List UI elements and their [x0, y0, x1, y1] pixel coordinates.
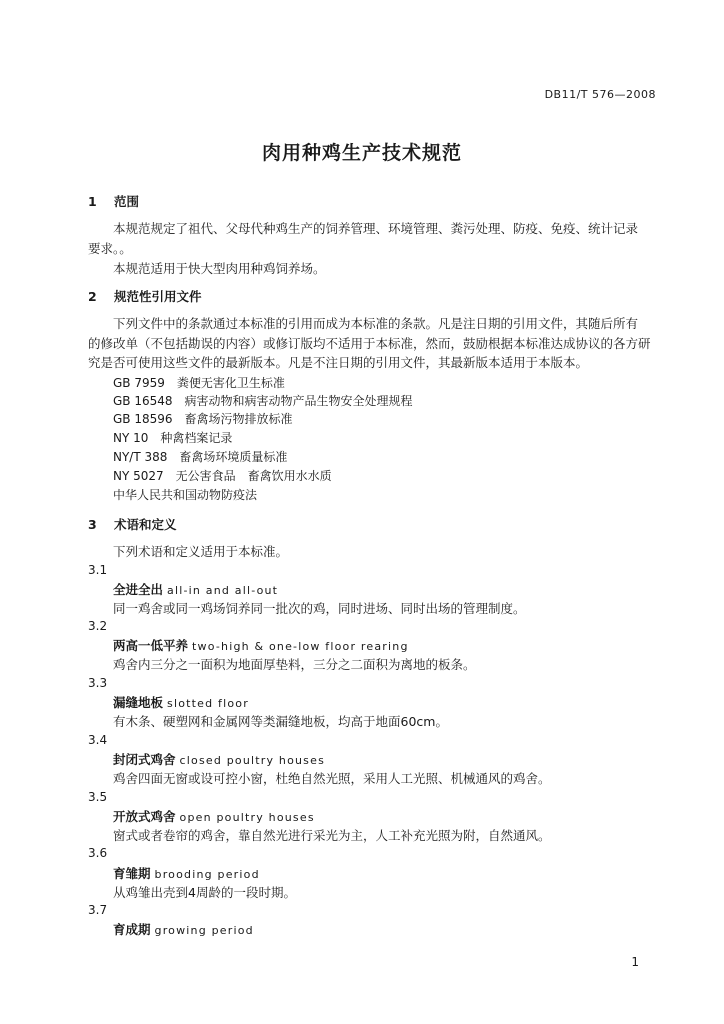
term-entry — [113, 636, 409, 654]
section-number: 2 — [88, 289, 97, 304]
paragraph-line: 下列术语和定义适用于本标准。 — [113, 544, 289, 559]
term-cn: 开放式鸡舍 — [113, 809, 176, 824]
term-en: closed poultry houses — [179, 754, 326, 767]
section-1-heading — [88, 192, 139, 210]
paragraph-line: 本规范适用于快大型肉用种鸡饲养场。 — [113, 261, 326, 276]
term-entry — [113, 864, 260, 882]
document-title: 肉用种鸡生产技术规范 — [261, 142, 462, 164]
page-number: 1 — [631, 955, 639, 969]
term-number: 3.7 — [88, 903, 108, 917]
term-cn: 育成期 — [113, 922, 151, 937]
term-number: 3.3 — [88, 676, 108, 690]
term-en: all-in and all-out — [167, 584, 279, 597]
paragraph-line: 究是否可使用这些文件的最新版本。凡是不注日期的引用文件，其最新版本适用于本版本。 — [88, 355, 589, 370]
standard-number: DB11/T 576—2008 — [544, 88, 656, 101]
paragraph-line: 下列文件中的条款通过本标准的引用而成为本标准的条款。凡是注日期的引用文件，其随后所有 — [113, 316, 639, 331]
reference-item: GB 7959 粪便无害化卫生标准 — [113, 376, 285, 390]
section-3-heading — [88, 515, 177, 533]
term-cn: 两高一低平养 — [113, 638, 189, 653]
term-en: brooding period — [154, 868, 260, 881]
term-cn: 全进全出 — [113, 582, 164, 597]
reference-item: 中华人民共和国动物防疫法 — [113, 488, 258, 502]
reference-item: NY 10 种禽档案记录 — [113, 431, 233, 445]
reference-item: NY/T 388 畜禽场环境质量标准 — [113, 450, 288, 464]
term-definition: 鸡舍内三分之一面积为地面厚垫料，三分之二面积为离地的板条。 — [113, 657, 476, 672]
term-definition: 窗式或者卷帘的鸡舍，靠自然光进行采光为主，人工补充光照为附，自然通风。 — [113, 828, 551, 843]
term-definition: 有木条、硬塑网和金属网等类漏缝地板，均高于地面60cm。 — [113, 714, 448, 729]
term-number: 3.5 — [88, 790, 108, 804]
term-number: 3.4 — [88, 733, 108, 747]
term-number: 3.1 — [88, 563, 108, 577]
reference-item: GB 16548 病害动物和病害动物产品生物安全处理规程 — [113, 394, 413, 408]
term-en: two-high & one-low floor rearing — [192, 640, 409, 653]
term-entry — [113, 580, 278, 598]
paragraph-line: 本规范规定了祖代、父母代种鸡生产的饲养管理、环境管理、粪污处理、防疫、免疫、统计记录 — [113, 221, 639, 236]
term-entry — [113, 807, 315, 825]
section-2-heading — [88, 287, 202, 305]
section-title: 术语和定义 — [114, 517, 177, 532]
term-entry — [113, 750, 325, 768]
section-number: 1 — [88, 194, 97, 209]
paragraph-line: 要求。。 — [88, 241, 132, 256]
paragraph-line: 的修改单（不包括勘误的内容）或修订版均不适用于本标准，然而，鼓励根据本标准达成协议的各方研 — [88, 336, 651, 351]
term-definition: 鸡舍四面无窗或设可控小窗，杜绝自然光照，采用人工光照、机械通风的鸡舍。 — [113, 771, 551, 786]
reference-item: NY 5027 无公害食品 畜禽饮用水水质 — [113, 469, 332, 483]
term-number: 3.2 — [88, 619, 108, 633]
term-en: growing period — [154, 924, 254, 937]
term-cn: 封闭式鸡舍 — [113, 752, 176, 767]
section-title: 范围 — [114, 194, 140, 209]
term-entry — [113, 920, 254, 938]
section-title: 规范性引用文件 — [114, 289, 202, 304]
section-number: 3 — [88, 517, 97, 532]
reference-item: GB 18596 畜禽场污物排放标准 — [113, 412, 293, 426]
term-en: slotted floor — [167, 697, 249, 710]
term-definition: 从鸡雏出壳到4周龄的一段时期。 — [113, 885, 296, 900]
term-entry — [113, 693, 249, 711]
term-cn: 育雏期 — [113, 866, 151, 881]
term-number: 3.6 — [88, 846, 108, 860]
term-en: open poultry houses — [179, 811, 315, 824]
term-definition: 同一鸡舍或同一鸡场饲养同一批次的鸡，同时进场、同时出场的管理制度。 — [113, 601, 526, 616]
term-cn: 漏缝地板 — [113, 695, 164, 710]
